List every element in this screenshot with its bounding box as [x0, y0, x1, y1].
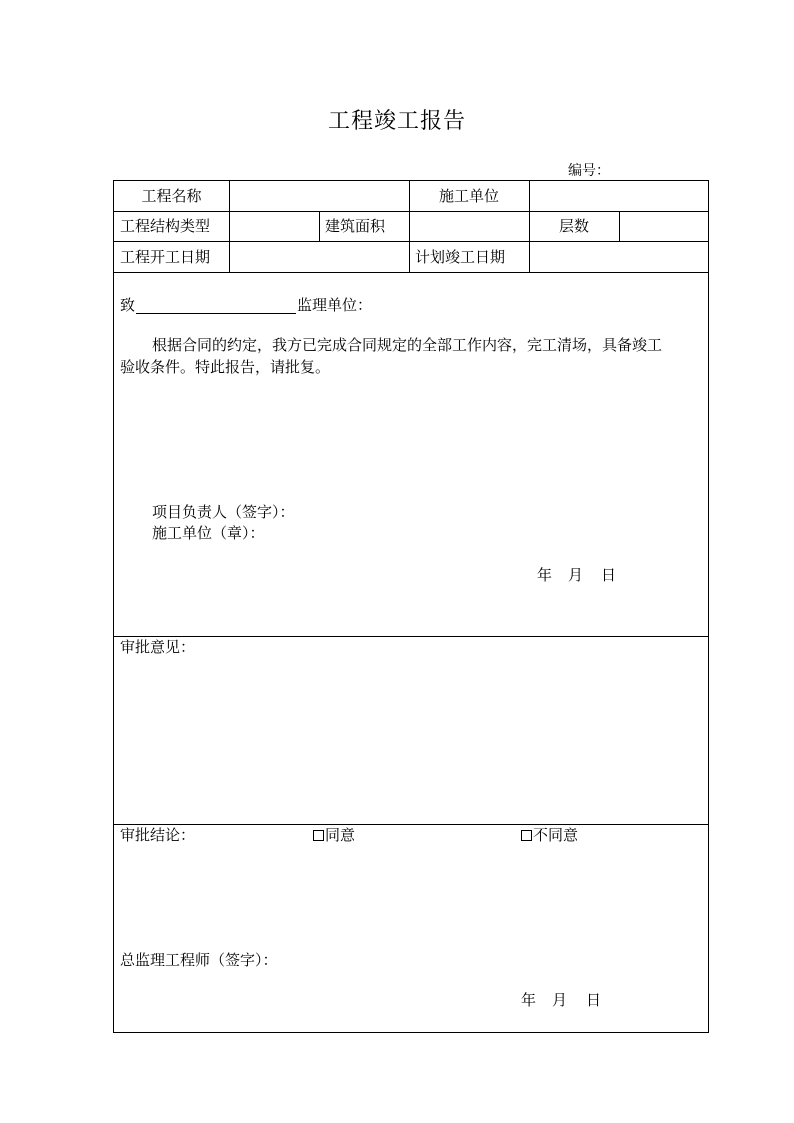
addressee-prefix: 致 [120, 296, 136, 314]
approval-date-day: 日 [586, 991, 602, 1009]
report-body-line-2: 验收条件。特此报告，请批复。 [120, 358, 331, 376]
doc-number-label: 编号： [568, 163, 610, 179]
page-title: 工程竣工报告 [327, 109, 466, 134]
contractor-seal-label: 施工单位（章）： [152, 524, 265, 542]
col-divider [409, 241, 410, 272]
col-divider [229, 181, 230, 211]
col-divider [229, 241, 230, 272]
report-date-month: 月 [568, 566, 584, 584]
section-divider [114, 636, 708, 637]
col-divider [409, 211, 410, 241]
report-body-line-1: 根据合同的约定，我方已完成合同规定的全部工作内容，完工清场，具备竣工 [152, 336, 663, 354]
approval-date-year: 年 [521, 991, 537, 1009]
approval-date-month: 月 [552, 991, 568, 1009]
report-date-day: 日 [601, 566, 617, 584]
floors-label: 层数 [558, 217, 589, 235]
chief-engineer-signature-label: 总监理工程师（签字）： [120, 951, 278, 969]
project-name-label: 工程名称 [141, 187, 202, 205]
start-date-label: 工程开工日期 [120, 248, 211, 266]
agree-checkbox[interactable] [313, 830, 324, 841]
section-divider [114, 824, 708, 825]
agree-option[interactable] [313, 826, 355, 844]
structure-type-label: 工程结构类型 [120, 217, 211, 235]
disagree-checkbox[interactable] [521, 830, 532, 841]
approval-opinion-label: 审批意见： [120, 638, 196, 656]
disagree-option-label: 不同意 [533, 826, 579, 844]
report-form [113, 180, 709, 1033]
planned-completion-label: 计划竣工日期 [415, 248, 506, 266]
row-divider [114, 272, 708, 273]
col-divider [619, 211, 620, 241]
report-date-year: 年 [537, 566, 553, 584]
col-divider [229, 211, 230, 241]
addressee-blank[interactable] [136, 313, 296, 314]
approval-conclusion-label: 审批结论： [120, 826, 196, 844]
building-area-label: 建筑面积 [325, 217, 386, 235]
disagree-option[interactable] [521, 826, 578, 844]
addressee-suffix: 监理单位： [297, 296, 373, 314]
col-divider [319, 211, 320, 241]
col-divider [529, 181, 530, 211]
col-divider [529, 241, 530, 272]
pm-signature-label: 项目负责人（签字）： [152, 503, 295, 521]
contractor-label: 施工单位 [438, 187, 499, 205]
agree-option-label: 同意 [325, 826, 356, 844]
